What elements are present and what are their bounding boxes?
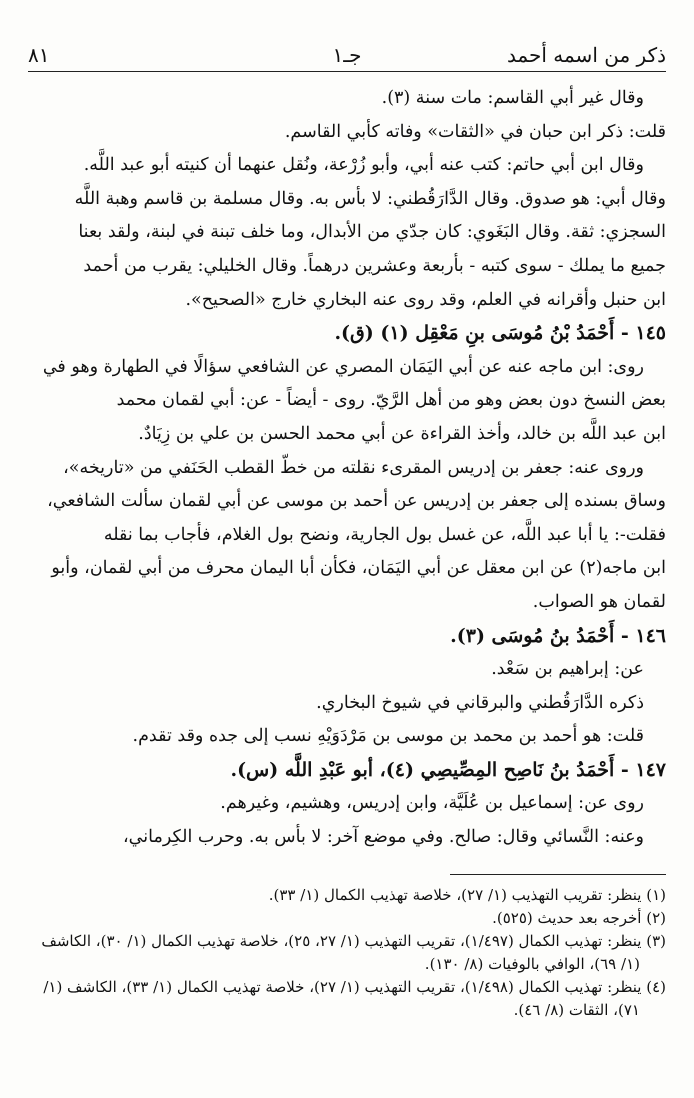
text-line: روى عن: إسماعيل بن عُلَيَّة، وابن إدريس، وهشيم، وغيرهم.: [220, 793, 644, 814]
entry-heading-146: ١٤٦ - أَحْمَدُ بنُ مُوسَى (٣).: [450, 624, 666, 647]
text-line: ابن حنبل وأقرانه في العلم، وقد روى عنه البخاري خارج «الصحيح».: [185, 289, 666, 310]
header-title: ذكر من اسمه أحمد: [506, 43, 666, 67]
text-line: وعنه: النَّسائي وقال: صالح. وفي موضع آخر: لا بأس به. وحرب الكِرماني،: [123, 827, 644, 848]
page-number: ٨١: [28, 43, 50, 67]
text-line: ابن ماجه(٢) عن ابن معقل عن أبي اليَمَان، فكأن أبا اليمان محرف من أبي لقمان، وأبو: [51, 558, 666, 579]
footnote-divider: [450, 874, 666, 875]
text-line: السجزي: ثقة. وقال البَغَوي: كان جدّي من الأبدال، وما خلف تبنة في لبنة، ولقد بعنا: [78, 222, 666, 243]
entry-heading-147: ١٤٧ - أَحْمَدُ بنُ نَاصِح المِصِّيصِي (٤)، أبو عَبْدِ اللَّه (س).: [230, 758, 666, 781]
main-text: [28, 82, 666, 855]
text-line: وقال ابن أبي حاتم: كتب عنه أبي، وأبو زُرْعة، ونُقل عنهما أن كنيته أبو عبد اللَّه.: [83, 155, 644, 176]
text-line: وقال أبي: هو صدوق. وقال الدَّارَقُطني: لا بأس به. وقال مسلمة بن قاسم وهبة اللَّه: [74, 188, 666, 209]
text-line: عن: إبراهيم بن سَعْد.: [491, 659, 644, 680]
text-line: بعض النسخ دون بعض وهو من أهل الرَّيّ. روى - أيضاً - عن: أبي لقمان محمد: [116, 390, 666, 411]
text-line: قلت: ذكر ابن حبان في «الثقات» وفاته كأبي القاسم.: [284, 121, 666, 142]
footnote: (٣) ينظر: تهذيب الكمال (١/٤٩٧)، تقريب التهذيب (١/ ٢٧، ٢٥)، خلاصة تهذيب الكمال (١/ ٣٠)، الكاشف (١/ ٦٩)، الوافي بالوفيات (٨/ ١٣٠).: [41, 932, 666, 973]
text-line: جميع ما يملك - سوى كتبه - بأربعة وعشرين درهماً. وقال الخليلي: يقرب من أحمد: [83, 255, 666, 276]
footnote: (١) ينظر: تقريب التهذيب (١/ ٢٧)، خلاصة تهذيب الكمال (١/ ٣٣).: [268, 886, 666, 904]
entry-heading-145: ١٤٥ - أَحْمَدُ بْنُ مُوسَى بنِ مَعْقِل (١) (ق).: [334, 322, 666, 345]
text-line: وقال غير أبي القاسم: مات سنة (٣).: [381, 88, 644, 108]
text-line: ذكره الدَّارَقُطني والبرقاني في شيوخ البخاري.: [316, 692, 644, 713]
text-line: قلت: هو أحمد بن محمد بن موسى بن مَرْدَوَيْهِ نسب إلى جده وقد تقدم.: [132, 726, 644, 747]
footnote: (٢) أخرجه بعد حديث (٥٢٥).: [492, 909, 666, 927]
text-line: وروى عنه: جعفر بن إدريس المقرىء نقلته من خطّ القطب الحَنَفي من «تاريخه»،: [63, 457, 644, 478]
text-line: ابن عبد اللَّه بن خالد، وأخذ القراءة عن أبي محمد الحسن بن علي بن زِيَادٌ.: [138, 423, 666, 444]
running-header: [28, 38, 666, 72]
footnotes: [28, 884, 666, 1022]
volume-label: جـ١: [332, 43, 362, 67]
text-line: لقمان هو الصواب.: [532, 591, 666, 612]
footnote: (٤) ينظر: تهذيب الكمال (١/٤٩٨)، تقريب التهذيب (١/ ٢٧)، خلاصة تهذيب الكمال (١/ ٣٣)، الكاشف (١/ ٧١)، الثقات (٨/ ٤٦).: [43, 978, 666, 1019]
text-line: فقلت-: يا أبا عبد اللَّه، عن غسل بول الجارية، ونضح بول الغلام، فأجاب بما نقله: [103, 524, 666, 545]
text-line: وساق بسنده إلى جعفر بن إدريس عن أحمد بن موسى عن أبي لقمان سألت الشافعي،: [47, 491, 666, 512]
text-line: روى: ابن ماجه عنه عن أبي اليَمَان المصري عن الشافعي سؤالًا في الطهارة وهو في: [42, 356, 644, 377]
